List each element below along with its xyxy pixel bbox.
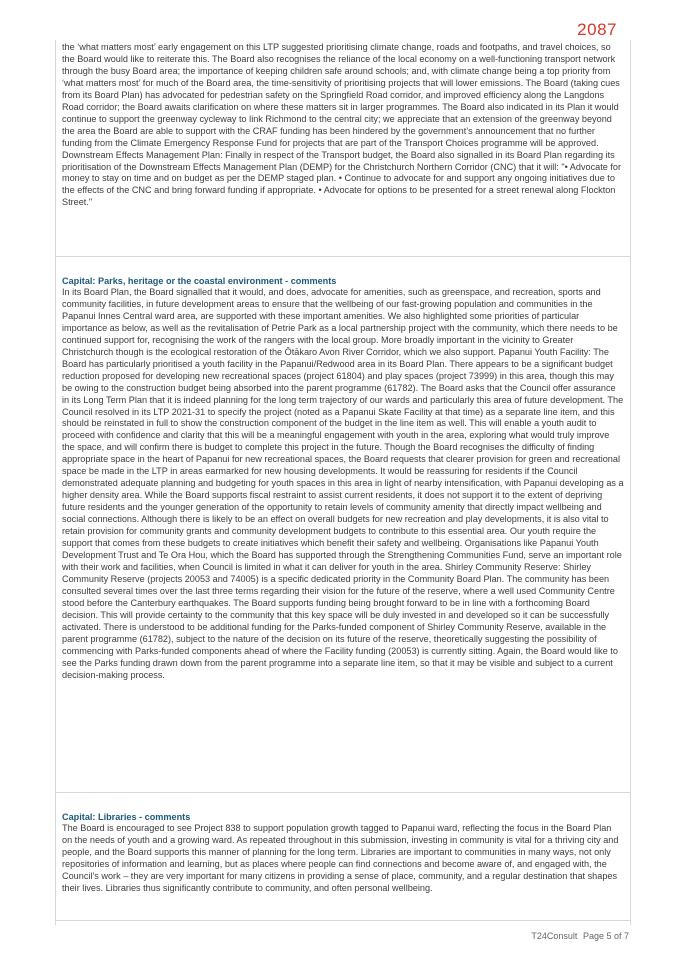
page-footer: [531, 931, 629, 941]
libraries-comments-text: The Board is encouraged to see Project 838 to support population growth tagged to Papanui ward, reflecting the focus in the Board Plan on the needs of youth and a growing ward. As repeated throughout in this submission, investing in community is vital for a thriving city and people, and the Board supports this manner of planning for the long term. Libraries are important to communities in many ways, not only repositories of information and learning, but as places where people can find connections and become aware of, and engaged with, the Council’s work – they are very important for many citizens in providing a sense of place, community, and a regular destination that shapes their lives. Libraries thus significantly contribute to community, and often personal wellbeing.: [62, 823, 619, 893]
footer-page-label: Page 5 of 7: [582, 931, 629, 941]
footer-source: T24Consult: [531, 931, 578, 941]
libraries-comments-section: [62, 811, 624, 895]
parks-comments-section: [62, 275, 624, 681]
document-content: [55, 40, 631, 925]
transport-comments-section: [62, 42, 624, 209]
section-divider: [56, 256, 630, 257]
page-number: 2087: [577, 20, 617, 39]
section-divider: [56, 792, 630, 793]
transport-comments-text: the ‘what matters most’ early engagement on this LTP suggested prioritising climate change, roads and footpaths, and travel choices, so the Board would like to reiterate this. The Board also recognises the reliance of the local economy on a well-functioning transport network through the busy Board area; the importance of keeping children safe around schools; and, with climate change being a top priority from ‘what matters most’ for much of the Board area, the time-sensitivity of prioritising projects that will lower emissions. The Board (taking cues from its Board Plan) has advocated for pedestrian safety on the Springfield Road corridor, and improved efficiency along the Langdons Road corridor; the Board awaits clarification on where these matters sit in larger programmes. The Board also indicated in its Plan it would continue to support the greenway cycleway to link Richmond to the central city; we appreciate that an extension of the greenway beyond the area the Board are able to support with the CRAF funding has been hindered by the government’s announcement that no further funding from the Climate Emergency Response Fund for projects that are part of the Transport Choices programme will be approved. Downstream Effects Management Plan: Finally in respect of the Transport budget, the Board also signalled in its Board Plan regarding its prioritisation of the Downstream Effects Management Plan (DEMP) for the Christchurch Northern Corridor (CNC) that it will: "• Advocate for money to stay on time and on budget as per the DEMP staged plan. • Continue to advocate for and support any ongoing initiatives due to the effects of the CNC and bring forward funding if appropriate. • Advocate for options to be presented for a street renewal along Flockton Street.": [62, 42, 622, 208]
section-divider: [56, 920, 630, 921]
parks-comments-heading: Capital: Parks, heritage or the coastal environment - comments: [62, 276, 337, 286]
parks-comments-text: In its Board Plan, the Board signalled that it would, and does, advocate for amenities, such as greenspace, and recreation, sports and community facilities, in future development areas to ensure that the wellbeing of our fast-growing population and communities in the Papanui Innes Central ward area, are supported with these important amenities. We also highlighted some priorities of particular importance as below, as well as the revitalisation of Petrie Park as a local partnership project with the community, which there needs to be continued support for, recognising the work of the rangers with the local group. More broadly important in the vicinity to Greater Christchurch though is the ecological restoration of the Ōtākaro Avon River Corridor, which we also support. Papanui Youth Facility: The Board has particularly prioritised a youth facility in the Papanui/Redwood area in its Board Plan. There appears to be a significant budget reduction proposed for developing new recreational spaces (project 61804) and play spaces (project 73999) in this area, though this may be owing to the construction budget being absorbed into the parent programme (61782). The Board asks that the Council offer assurance in its Long Term Plan that it is indeed planning for the long term trajectory of our wards and particularly this area of future development. The Council resolved in its LTP 2021-31 to specify the project (noted as a Papanui Skate Facility at that time) as a separate line item, and this should be reinstated in full to show the construction component of the budget in the line item as well. This will enable a youth audit to proceed with confidence and clarity that this will be a meaningful engagement with youth in the area, exploring what would truly improve the space, and will confirm there is budget to complete this project in the future. Though the Board recognises the difficulty of finding appropriate space in the heart of Papanui for new recreational spaces, the Board requests that clearer provision for green and recreational space be made in the LTP in areas earmarked for new housing developments. It would be reassuring for residents if the Council demonstrated adequate planning and budgeting for youth spaces in this area in light of nearby intensification, with Papanui developing as a higher density area. While the Board supports fiscal restraint to assist current residents, it does not support it to the extent of depriving future residents and the younger generation of the opportunity to retain levels of community amenity that directly impact wellbeing and social connections. Although there is likely to be an effect on overall budgets for new recreation and play developments, it is also vital to retain provision for community grants and community development budgets to contribute to this essential area. Our youth require the support that comes from these budgets to create initiatives which benefit their safety and wellbeing. Organisations like Papanui Youth Development Trust and Te Ora Hou, which the Board has supported through the Strengthening Communities Fund, serve an important role with their work and facilities, when Council is limited in what it can deliver for youth in the area. Shirley Community Reserve: Shirley Community Reserve (projects 20053 and 74005) is a specific dedicated priority in the Community Board Plan. The community has been consulted several times over the last three terms regarding their vision for the future of the reserve, where a well used Community Centre stood before the Canterbury earthquakes. The Board supports funding being brought forward to be in line with a forthcoming Board decision. This will provide certainty to the community that this key space will be duly invested in and developed so it can be successfully activated. There is understood to be additional funding for the Parks-funded component of Shirley Community Reserve, available in the parent programme (61782), subject to the nature of the decision on its future of the reserve, theoretically suggesting the possibility of commencing with Parks-funded components ahead of where the Facility funding (20053) is currently sitting. Again, the Board would like to see the Parks funding drawn down from the parent programme into a separate line item, so that it may be visible and subject to a current decision-making process.: [62, 287, 624, 680]
libraries-comments-heading: Capital: Libraries - comments: [62, 812, 191, 822]
